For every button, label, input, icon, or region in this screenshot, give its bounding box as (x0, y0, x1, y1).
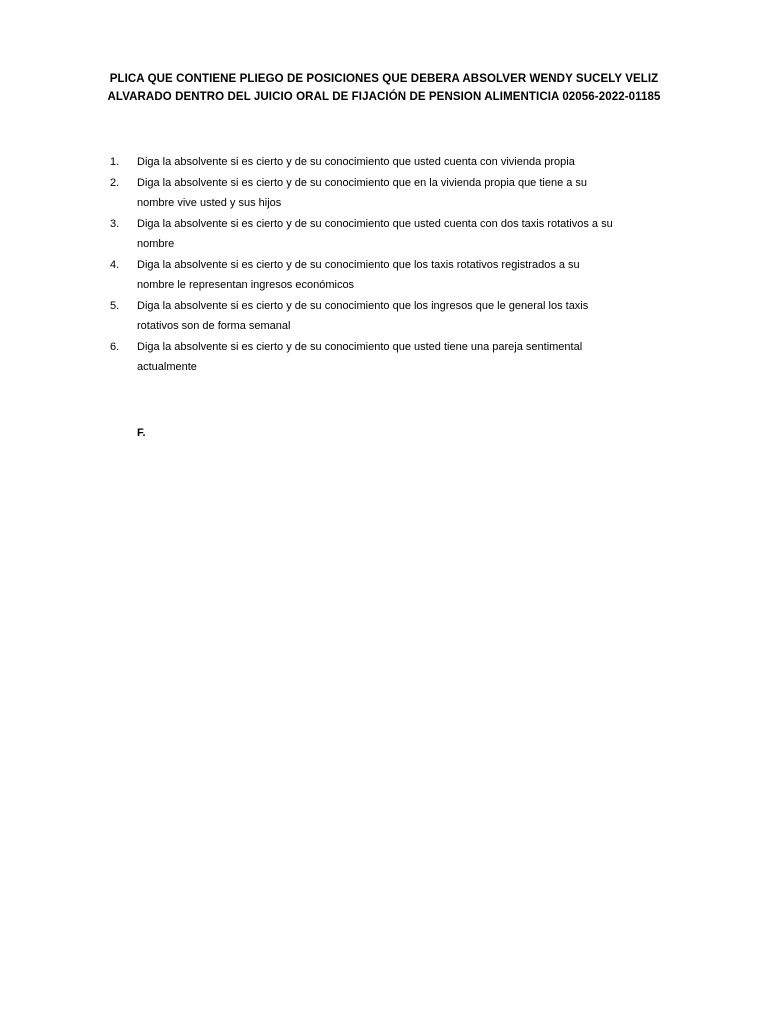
position-item-4 (104, 255, 688, 296)
position-text-line: nombre (137, 238, 175, 250)
position-number: 2. (110, 176, 120, 189)
position-text (137, 255, 688, 296)
position-number: 6. (110, 340, 120, 353)
position-item-6 (104, 337, 688, 378)
position-number: 5. (110, 299, 120, 312)
position-item-2 (104, 173, 688, 214)
position-text (137, 152, 688, 173)
position-text-line: Diga la absolvente si es cierto y de su conocimiento que en la vivienda propia que tiene a su (137, 176, 588, 189)
position-item-1 (104, 152, 688, 173)
position-item-5 (104, 296, 688, 337)
position-text-line: Diga la absolvente si es cierto y de su conocimiento que los ingresos que le general los taxis (137, 299, 589, 312)
position-text (137, 296, 688, 337)
document-title-line: PLICA QUE CONTIENE PLIEGO DE POSICIONES QUE DEBERA ABSOLVER WENDY SUCELY VELIZ (109, 73, 659, 85)
position-text (137, 214, 688, 255)
position-text-line: Diga la absolvente si es cierto y de su conocimiento que los taxis rotativos registrados a su (137, 258, 580, 271)
position-text-line: Diga la absolvente si es cierto y de su conocimiento que usted cuenta con dos taxis rotativos a su (137, 217, 613, 230)
position-text (137, 173, 688, 214)
document-title-line: ALVARADO DENTRO DEL JUICIO ORAL DE FIJACIÓN DE PENSION ALIMENTICIA 02056-2022-01185 (107, 91, 661, 103)
position-number: 4. (110, 258, 120, 271)
position-text-line: nombre vive usted y sus hijos (137, 197, 282, 209)
position-text (137, 337, 688, 378)
position-text-line: Diga la absolvente si es cierto y de su conocimiento que usted tiene una pareja sentimental (137, 340, 583, 353)
position-text-line: Diga la absolvente si es cierto y de su conocimiento que usted cuenta con vivienda propia (137, 156, 575, 168)
position-number: 1. (110, 156, 120, 168)
document-title (90, 70, 678, 106)
position-number: 3. (110, 217, 120, 230)
signature-label: F. (137, 427, 146, 439)
positions-list (104, 152, 688, 378)
position-item-3 (104, 214, 688, 255)
position-text-line: actualmente (137, 361, 197, 373)
position-text-line: nombre le representan ingresos económicos (137, 279, 355, 291)
position-text-line: rotativos son de forma semanal (137, 320, 291, 332)
